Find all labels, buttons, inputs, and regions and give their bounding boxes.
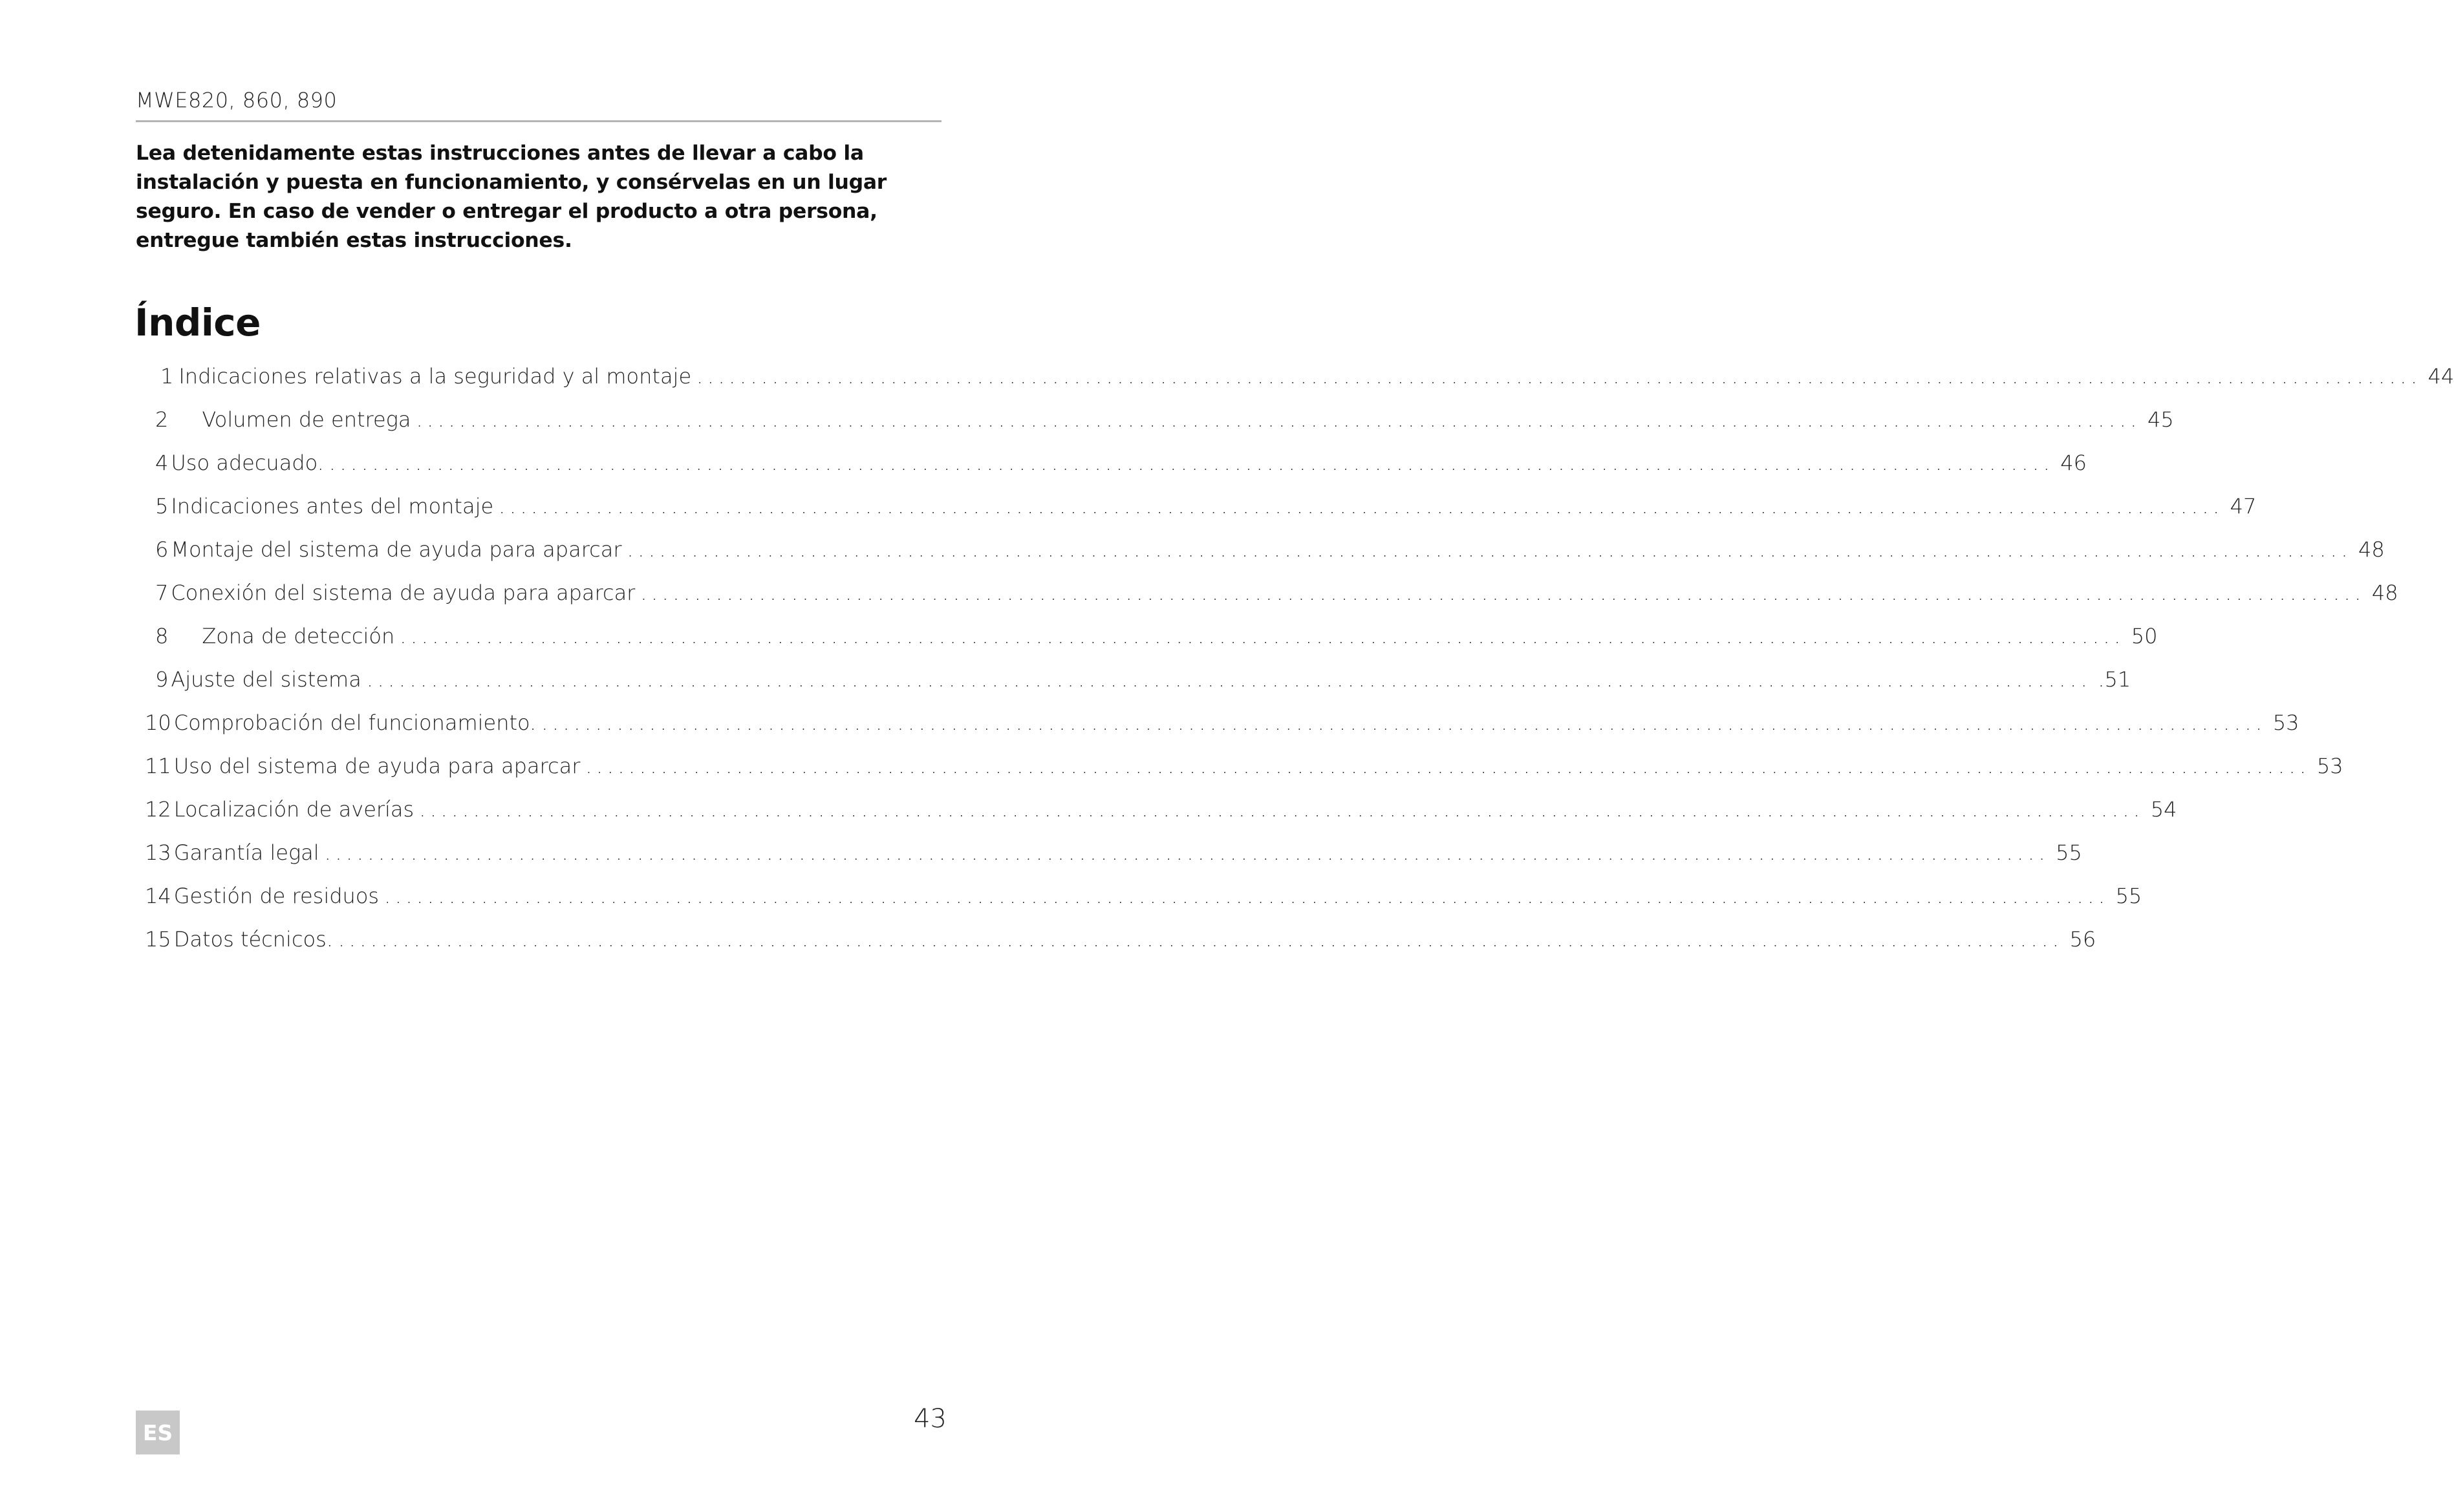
toc-entry-label: Gestión de residuos <box>173 884 380 908</box>
toc-leader-dots: ................................................................................................................................................................ <box>696 364 2422 389</box>
toc-entry-page: 46 <box>2060 451 2087 475</box>
toc-entry-number: 14 <box>145 884 171 908</box>
toc-leader-dots: ................................................................................................................................................................ <box>419 797 2144 822</box>
toc-entry-number: 4 <box>155 451 169 475</box>
toc-entry-label: Indicaciones relativas a la seguridad y al montaje <box>178 364 692 389</box>
toc-entry-number: 10 <box>145 710 171 735</box>
toc-leader-dots: ................................................................................................................................................................ <box>416 407 2141 432</box>
toc-title: Índice <box>135 301 261 345</box>
toc-entry-number: 11 <box>145 754 171 778</box>
toc-entry-page: 53 <box>2316 754 2343 778</box>
toc-entry-page: 50 <box>2131 624 2158 648</box>
toc-leader-dots: ................................................................................................................................................................ <box>384 884 2109 908</box>
toc-leader-dots: ................................................................................................................................................................ <box>627 537 2352 562</box>
toc-leader-dots: ................................................................................................................................................................ <box>366 667 2092 692</box>
toc-entry-label: Comprobación del funcionamiento. <box>173 710 537 735</box>
toc-entry-label: Ajuste del sistema <box>171 667 361 692</box>
toc-entry <box>155 624 2158 654</box>
toc-entry-label: Volumen de entrega <box>202 407 411 432</box>
toc-entry <box>155 451 2087 480</box>
toc-entry-label: Uso del sistema de ayuda para aparcar <box>173 754 581 778</box>
toc-entry-page: 55 <box>2115 884 2142 908</box>
toc-leader-dots: ................................................................................................................................................................ <box>499 494 2224 518</box>
toc-leader-dots: ................................................................................................................................................................ <box>640 580 2365 605</box>
toc-entry-label: Uso adecuado. <box>171 451 324 475</box>
toc-entry <box>145 710 2299 740</box>
toc-entry-label: Zona de detección <box>202 624 395 648</box>
toc-entry-number: 6 <box>155 537 169 562</box>
toc-entry-page: 54 <box>2150 797 2177 822</box>
toc-leader-dots: ................................................................................................................................................................ <box>338 927 2063 952</box>
toc-entry-page: 47 <box>2230 494 2257 518</box>
intro-notice: Lea detenidamente estas instrucciones antes de llevar a cabo la instalación y puesta en funcionamiento, y consérvelas en un lugar seguro. En caso de vender o entregar el producto a otra persona, entregue también estas instrucciones. <box>136 142 887 252</box>
page-number: 43 <box>914 1404 947 1434</box>
toc-entry <box>145 927 2096 957</box>
document-model-header: MWE820, 860, 890 <box>136 88 338 112</box>
toc-entry <box>155 667 2131 697</box>
toc-entry-number: 12 <box>145 797 171 822</box>
toc-entry-page: 48 <box>2371 580 2398 605</box>
toc-entry-number: 7 <box>155 580 169 605</box>
toc-entry-page: 53 <box>2272 710 2299 735</box>
toc-entry-label: Conexión del sistema de ayuda para aparcar <box>171 580 636 605</box>
toc-leader-dots: ................................................................................................................................................................ <box>400 624 2125 648</box>
toc-entry-label: Indicaciones antes del montaje <box>171 494 494 518</box>
toc-entry-number: 15 <box>145 927 171 952</box>
toc-entry-number: 8 <box>155 624 169 648</box>
toc-entry <box>145 754 2343 783</box>
toc-entry-number: 13 <box>145 840 171 865</box>
toc-entry-label: Garantía legal <box>173 840 319 865</box>
toc-entry-label: Localización de averías <box>173 797 414 822</box>
toc-entry <box>155 407 2174 437</box>
toc-leader-dots: ................................................................................................................................................................ <box>328 451 2054 475</box>
toc-entry-number: 1 <box>160 364 174 389</box>
toc-entry-number: 5 <box>155 494 169 518</box>
toc-entry-page: .51 <box>2098 667 2131 692</box>
language-badge: ES <box>136 1411 180 1454</box>
toc-entry-number: 2 <box>155 407 169 432</box>
toc-entry-page: 48 <box>2358 537 2385 562</box>
toc-entry <box>145 797 2177 827</box>
toc-entry-label: Datos técnicos. <box>173 927 333 952</box>
toc-entry <box>155 537 2385 567</box>
toc-entry-page: 55 <box>2056 840 2082 865</box>
toc-entry <box>160 364 2454 394</box>
toc-leader-dots: ................................................................................................................................................................ <box>541 710 2266 735</box>
toc-entry-number: 9 <box>155 667 169 692</box>
toc-entry-label: Montaje del sistema de ayuda para aparcar <box>171 537 622 562</box>
toc-entry-page: 45 <box>2147 407 2174 432</box>
toc-leader-dots: ................................................................................................................................................................ <box>324 840 2050 865</box>
toc-entry <box>145 884 2142 913</box>
toc-entry <box>155 580 2398 610</box>
toc-entry-page: 56 <box>2069 927 2096 952</box>
toc-entry-page: 44 <box>2427 364 2454 389</box>
toc-leader-dots: ................................................................................................................................................................ <box>585 754 2310 778</box>
toc-entry <box>145 840 2082 870</box>
toc-entry <box>155 494 2257 524</box>
